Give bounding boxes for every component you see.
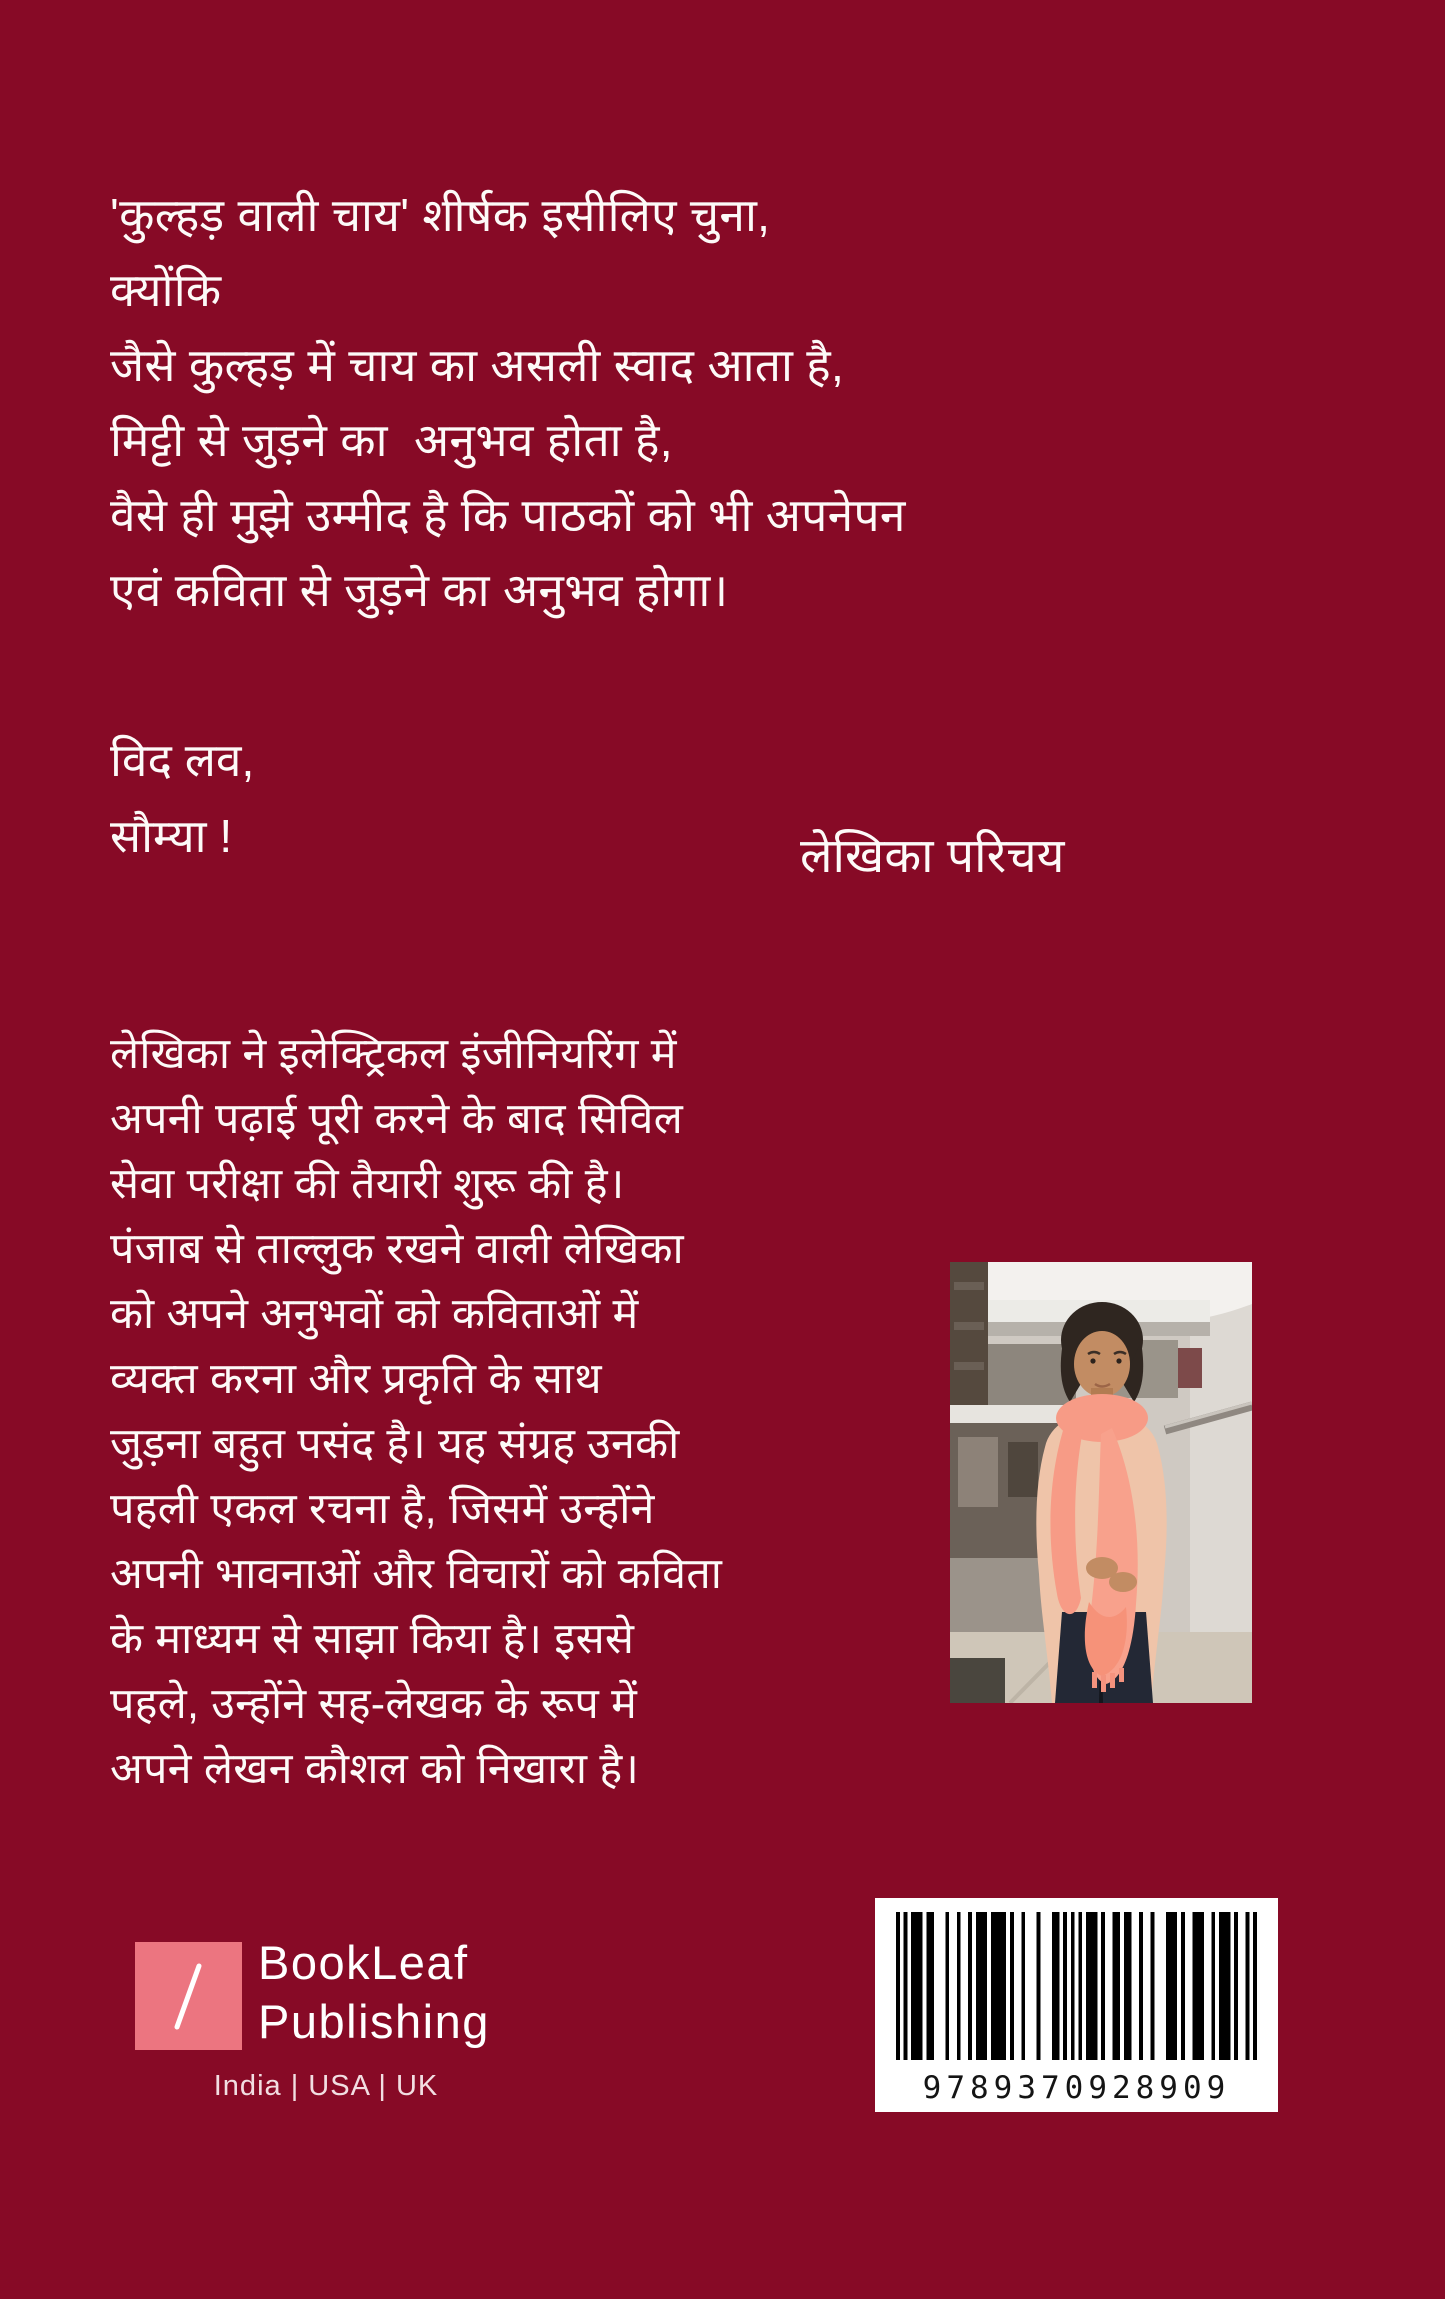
signoff-line: विद लव, (110, 734, 255, 786)
author-photo (950, 1262, 1252, 1703)
bio-line: अपनी भावनाओं और विचारों को कविता (110, 1550, 723, 1598)
bio-line: व्यक्त करना और प्रकृति के साथ (110, 1355, 602, 1403)
barcode-block (875, 1898, 1278, 2112)
barcode-bars (896, 1912, 1257, 2060)
signoff-block (110, 722, 254, 874)
quote-line: वैसे ही मुझे उम्मीद है कि पाठकों को भी अपनेपन (110, 489, 906, 541)
quote-line: मिट्टी से जुड़ने का अनुभव होता है, (110, 414, 673, 466)
bio-line: अपनी पढ़ाई पूरी करने के बाद सिविल (110, 1095, 684, 1143)
bio-line: के माध्यम से साझा किया है। इससे (110, 1615, 635, 1663)
slash-icon (135, 1942, 242, 2050)
bio-line: को अपने अनुभवों को कविताओं में (110, 1290, 639, 1338)
quote-block (110, 178, 906, 628)
publisher-regions: India | USA | UK (213, 2070, 439, 2102)
bio-line: पहले, उन्होंने सह-लेखक के रूप में (110, 1680, 638, 1728)
publisher-name-line2: Publishing (258, 1995, 490, 2048)
bookleaf-logo-icon (135, 1942, 242, 2050)
bio-line: अपने लेखन कौशल को निखारा है। (110, 1745, 639, 1793)
publisher-name (258, 1933, 490, 2051)
signoff-line: सौम्या ! (110, 810, 233, 862)
author-section-heading: लेखिका परिचय (800, 830, 1065, 883)
bio-line: पंजाब से ताल्लुक रखने वाली लेखिका (110, 1225, 684, 1273)
isbn-number: 9789370928909 (922, 2070, 1231, 2106)
bio-line: पहली एकल रचना है, जिसमें उन्होंने (110, 1485, 655, 1533)
bio-line: सेवा परीक्षा की तैयारी शुरू की है। (110, 1160, 625, 1208)
quote-line: 'कुल्हड़ वाली चाय' शीर्षक इसीलिए चुना, (110, 189, 771, 241)
publisher-name-line1: BookLeaf (258, 1936, 469, 1989)
author-bio (110, 1022, 722, 1802)
quote-line: एवं कविता से जुड़ने का अनुभव होगा। (110, 564, 729, 616)
quote-line: जैसे कुल्हड़ में चाय का असली स्वाद आता है, (110, 339, 845, 391)
bio-line: लेखिका ने इलेक्ट्रिकल इंजीनियरिंग में (110, 1030, 677, 1078)
quote-line: क्योंकि (110, 264, 222, 316)
author-photo-illustration (950, 1262, 1252, 1703)
bio-line: जुड़ना बहुत पसंद है। यह संग्रह उनकी (110, 1420, 680, 1468)
